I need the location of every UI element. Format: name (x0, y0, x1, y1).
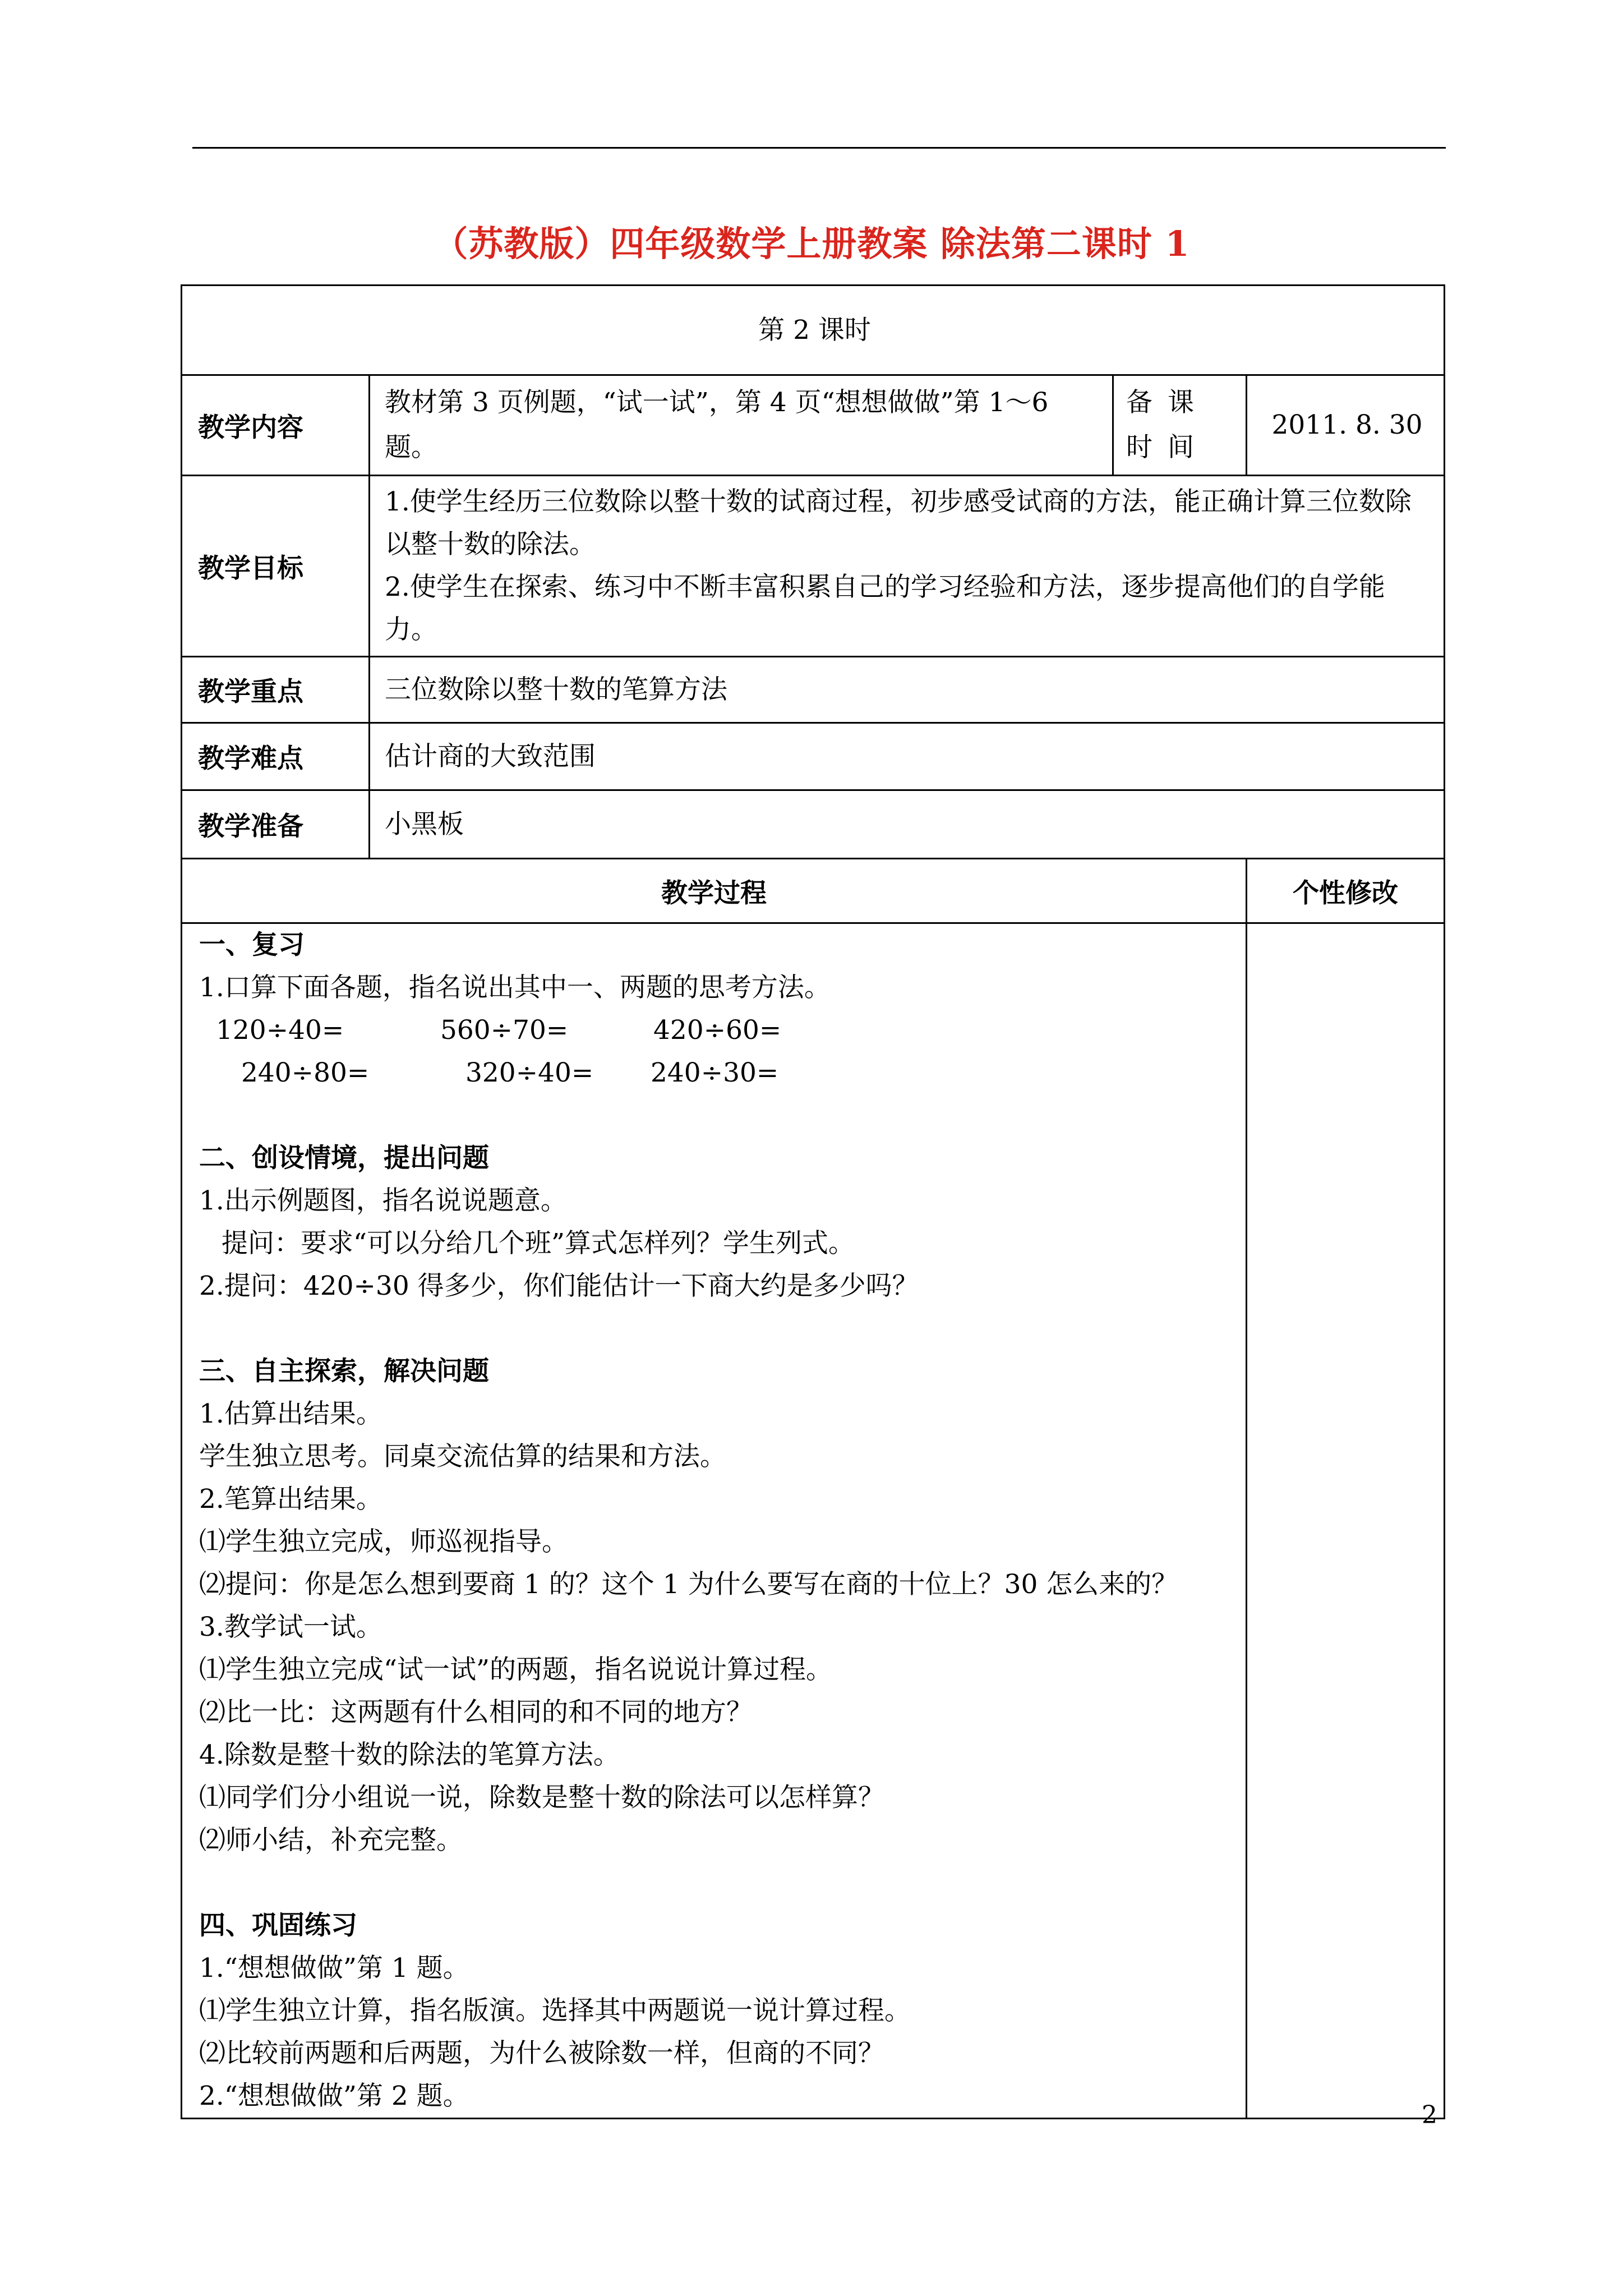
lesson-number: 第 2 课时 (182, 286, 1445, 375)
process-line: 1.口算下面各题，指名说出其中一、两题的思考方法。 (199, 972, 831, 1003)
process-line: ⑵提问：你是怎么想到要商 1 的？这个 1 为什么要写在商的十位上？30 怎么来的？ (199, 1569, 1178, 1600)
calc-item: 240÷80= (241, 1057, 370, 1088)
process-line: 2.提问：420÷30 得多少，你们能估计一下商大约是多少吗？ (199, 1271, 919, 1301)
goal-1: 1.使学生经历三位数除以整十数的试商过程，初步感受试商的方法，能正确计算三位数除以整十数的除法。 (385, 486, 1412, 560)
materials-value: 小黑板 (370, 790, 1445, 859)
process-line: ⑴同学们分小组说一说，除数是整十数的除法可以怎样算？ (199, 1782, 884, 1813)
process-line: ⑴学生独立计算，指名版演。选择其中两题说一说计算过程。 (199, 1995, 911, 2026)
goals-label: 教学目标 (182, 476, 370, 657)
process-line: 1.“想想做做”第 1 题。 (199, 1953, 469, 1984)
content-label: 教学内容 (182, 375, 370, 476)
calc-item: 560÷70= (440, 1015, 569, 1046)
prep-time-label: 备 课 时 间 (1113, 375, 1247, 476)
page-number: 2 (1422, 2101, 1437, 2129)
goal-2: 2.使学生在探索、练习中不断丰富积累自己的学习经验和方法，逐步提高他们的自学能力。 (385, 572, 1385, 645)
goals-value (370, 476, 1445, 657)
process-line: 2.“想想做做”第 2 题。 (199, 2081, 469, 2111)
calc-item: 240÷30= (651, 1057, 779, 1088)
calc-row-2 (199, 1052, 1234, 1094)
process-line: ⑴学生独立完成，师巡视指导。 (199, 1526, 568, 1557)
content-value: 教材第 3 页例题，“试一试”，第 4 页“想想做做”第 1～6 题。 (370, 375, 1113, 476)
materials-label: 教学准备 (182, 790, 370, 859)
key-point-value: 三位数除以整十数的笔算方法 (370, 657, 1445, 723)
calc-item: 320÷40= (465, 1057, 594, 1088)
process-line: 学生独立思考。同桌交流估算的结果和方法。 (199, 1441, 726, 1472)
key-point-label: 教学重点 (182, 657, 370, 723)
process-line: 1.估算出结果。 (199, 1398, 382, 1429)
lesson-plan-table (181, 284, 1445, 2119)
process-line: ⑵比较前两题和后两题，为什么被除数一样，但商的不同？ (199, 2038, 884, 2069)
section-explore-title: 三、自主探索，解决问题 (199, 1356, 489, 1387)
document-title: （苏教版）四年级数学上册教案 除法第二课时 1 (433, 223, 1190, 264)
process-line: ⑵师小结，补充完整。 (199, 1825, 463, 1856)
calc-row-1 (199, 1009, 1234, 1052)
process-line: 4.除数是整十数的除法的笔算方法。 (199, 1740, 620, 1770)
process-line: 2.笔算出结果。 (199, 1484, 382, 1515)
revision-cell (1247, 923, 1445, 2119)
process-body (182, 923, 1247, 2119)
process-line: 提问：要求“可以分给几个班”算式怎样列？学生列式。 (222, 1228, 855, 1259)
process-line: 1.出示例题图，指名说说题意。 (199, 1185, 567, 1216)
prep-time-value: 2011. 8. 30 (1247, 375, 1445, 476)
calc-item: 120÷40= (216, 1015, 344, 1046)
process-line: ⑵比一比：这两题有什么相同的和不同的地方？ (199, 1697, 753, 1728)
difficulty-label: 教学难点 (182, 723, 370, 790)
process-line: 3.教学试一试。 (199, 1612, 382, 1642)
process-header: 教学过程 (182, 859, 1247, 923)
calc-item: 420÷60= (653, 1015, 782, 1046)
revision-header: 个性修改 (1247, 859, 1445, 923)
header-rule (192, 147, 1446, 149)
process-line: ⑴学生独立完成“试一试”的两题，指名说说计算过程。 (199, 1654, 833, 1685)
section-practice-title: 四、巩固练习 (199, 1910, 357, 1941)
section-review-title: 一、复习 (199, 930, 305, 960)
difficulty-value: 估计商的大致范围 (370, 723, 1445, 790)
section-situation-title: 二、创设情境，提出问题 (199, 1143, 489, 1174)
